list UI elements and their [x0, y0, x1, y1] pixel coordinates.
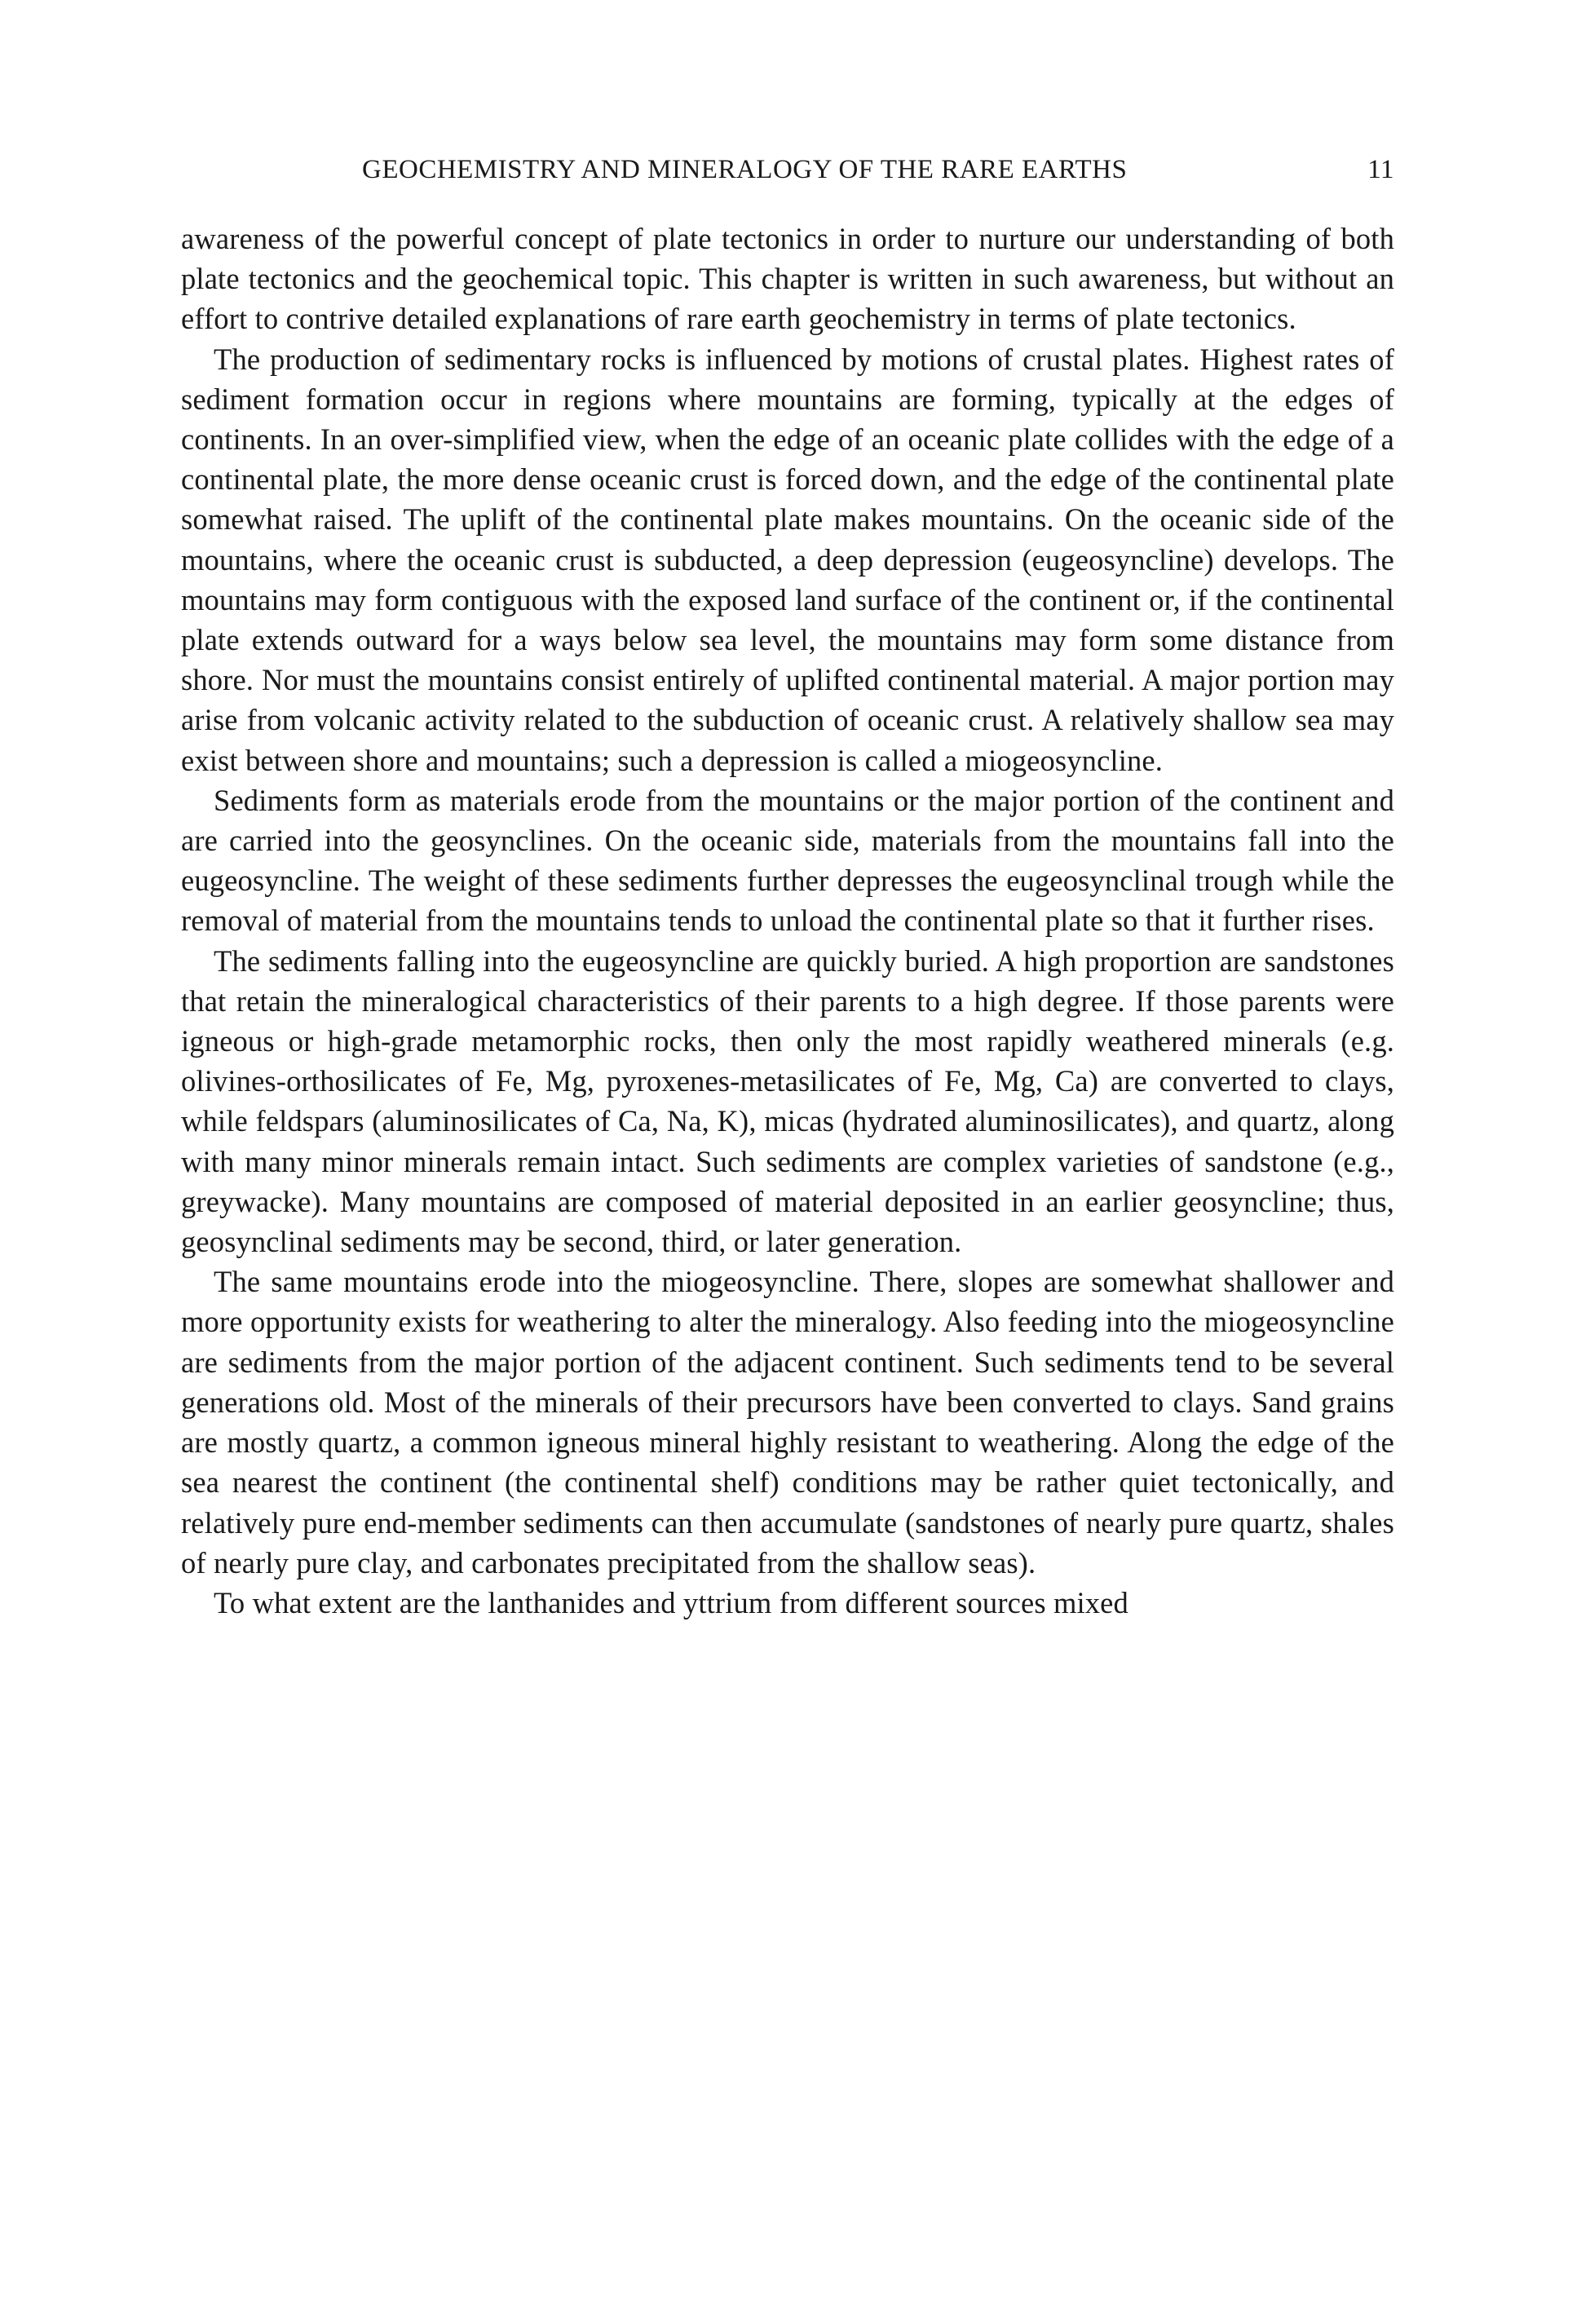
body-text	[181, 219, 1394, 1623]
running-head	[181, 155, 1394, 196]
page-number: 11	[1367, 155, 1394, 184]
paragraph-continuation: awareness of the powerful concept of plate tectonics in order to nurture our understanding of both plate tectonics and the geochemical topic. This chapter is written in such awareness, but without an effort to contrive detailed explanations of rare earth geochemistry in terms of plate tectonics.	[181, 222, 1394, 336]
paragraph: Sediments form as materials erode from the mountains or the major portion of the continent and are carried into the geosynclines. On the oceanic side, materials from the mountains fall into the eugeosyncline. The weight of these sediments further depresses the eugeosynclinal trough while the removal of material from the mountains tends to unload the continental plate so that it further rises.	[181, 783, 1394, 938]
paragraph-truncated: To what extent are the lanthanides and yttrium from different sources mixed	[214, 1585, 1128, 1619]
book-page	[181, 155, 1394, 1623]
paragraph: The production of sedimentary rocks is influenced by motions of crustal plates. Highest rates of sediment formation occur in regions where mountains are forming, typically at the edges of continents. In an over-simplified view, when the edge of an oceanic plate collides with the edge of a continental plate, the more dense oceanic crust is forced down, and the edge of the continental plate somewhat raised. The uplift of the continental plate makes mountains. On the oceanic side of the mountains, where the oceanic crust is subducted, a deep depression (eugeosyncline) develops. The mountains may form contiguous with the exposed land surface of the continent or, if the continental plate extends outward for a ways below sea level, the mountains may form some distance from shore. Nor must the mountains consist entirely of uplifted continental material. A major portion may arise from volcanic activity related to the subduction of oceanic crust. A relatively shallow sea may exist between shore and mountains; such a depression is called a miogeosyncline.	[181, 342, 1394, 777]
paragraph: The sediments falling into the eugeosyncline are quickly buried. A high proportion are sandstones that retain the mineralogical characteristics of their parents to a high degree. If those parents were igneous or high-grade metamorphic rocks, then only the most rapidly weathered minerals (e.g. olivines-orthosilicates of Fe, Mg, pyroxenes-metasilicates of Fe, Mg, Ca) are converted to clays, while feldspars (aluminosilicates of Ca, Na, K), micas (hydrated aluminosilicates), and quartz, along with many minor minerals remain intact. Such sediments are complex varieties of sandstone (e.g., greywacke). Many mountains are composed of material deposited in an earlier geosyncline; thus, geosynclinal sediments may be second, third, or later generation.	[181, 943, 1394, 1259]
paragraph: The same mountains erode into the miogeosyncline. There, slopes are somewhat shallower and more opportunity exists for weathering to alter the mineralogy. Also feeding into the miogeosyncline are sediments from the major portion of the adjacent continent. Such sediments tend to be several generations old. Most of the minerals of their precursors have been converted to clays. Sand grains are mostly quartz, a common igneous mineral highly resistant to weathering. Along the edge of the sea nearest the continent (the continental shelf) conditions may be rather quiet tectonically, and relatively pure end-member sediments can then accumulate (sandstones of nearly pure quartz, shales of nearly pure clay, and carbonates precipitated from the shallow seas).	[181, 1265, 1394, 1580]
running-title: GEOCHEMISTRY AND MINERALOGY OF THE RARE EARTHS	[362, 155, 1128, 184]
